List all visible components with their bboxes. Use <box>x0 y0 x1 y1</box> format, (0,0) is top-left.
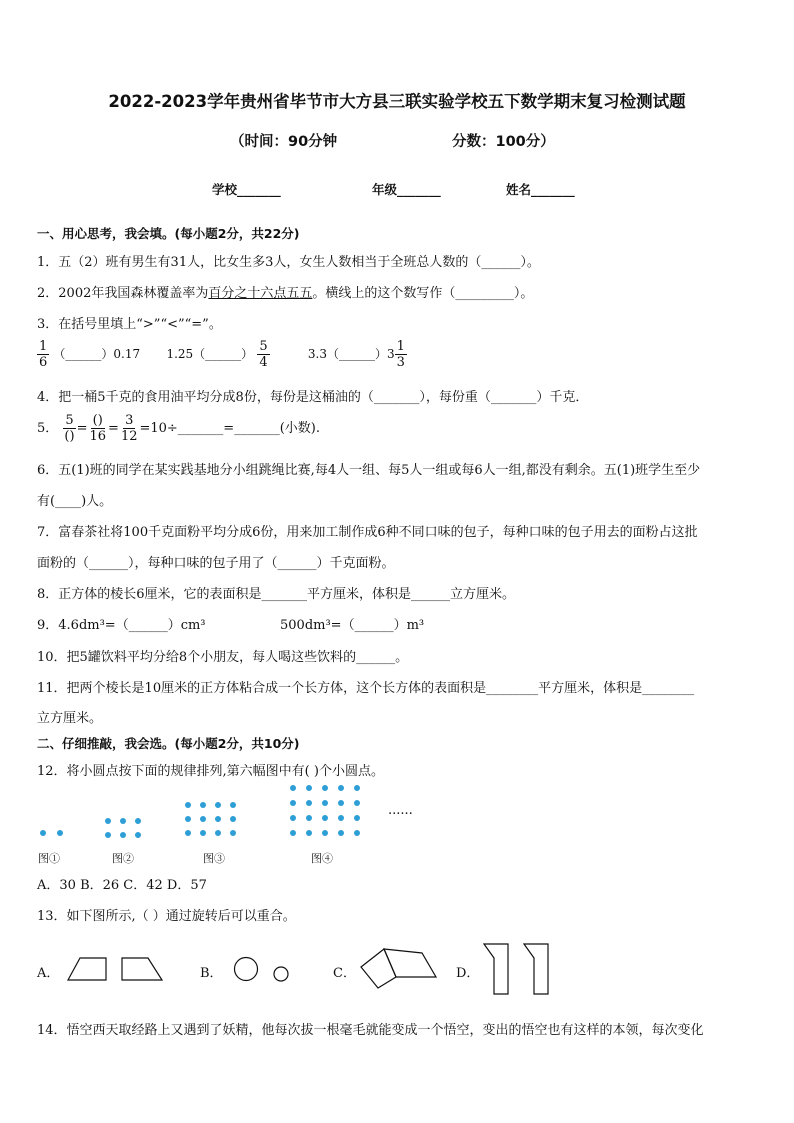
pattern-dot <box>105 832 111 838</box>
fraction-numerator: 5 <box>259 339 268 354</box>
pattern-dot <box>338 830 344 836</box>
exam-score: 分数：100分） <box>452 134 555 150</box>
fraction-3-12 <box>119 413 140 444</box>
pattern-dot <box>135 832 141 838</box>
option-b-label: B． <box>200 966 223 981</box>
pattern-dot <box>200 816 206 822</box>
l-shape-right <box>524 944 548 994</box>
question-9-a: 9．4.6dm³=（______）cm³ <box>37 618 206 633</box>
fraction-denominator: 4 <box>259 355 268 370</box>
q3-c-compare: 3.3（______）3 <box>307 347 395 361</box>
pattern-dot <box>200 802 206 808</box>
option-d-label: D． <box>456 966 480 981</box>
option-b-shapes <box>232 956 296 986</box>
figure-1-caption: 图① <box>38 852 60 865</box>
fraction-1-3 <box>395 339 407 370</box>
pattern-dot <box>290 815 296 821</box>
question-8: 8．正方体的棱长6厘米，它的表面积是_______平方厘米，体积是______立方厘米。 <box>37 587 516 602</box>
question-14: 14．悟空西天取经路上又遇到了妖精，他每次拔一根毫毛就能变成一个悟空，变出的悟空也有这样的本领，每次变化 <box>37 1023 704 1038</box>
pattern-dot <box>338 800 344 806</box>
pattern-dot <box>120 832 126 838</box>
q3-b-compare: 1.25（______） <box>166 347 254 361</box>
pattern-dot <box>105 818 111 824</box>
fraction-numerator: 1 <box>39 339 48 354</box>
question-11-line-2: 立方厘米。 <box>37 711 103 726</box>
quad-right-shape <box>384 949 436 977</box>
pattern-dot <box>290 800 296 806</box>
option-c-shapes <box>358 943 448 993</box>
question-2-post: 。横线上的这个数写作（_________）。 <box>312 286 534 301</box>
grade-field: 年级_______ <box>372 182 441 197</box>
question-12-options: A．30 B．26 C．42 D．57 <box>37 878 207 893</box>
pattern-dot <box>322 800 328 806</box>
pattern-dot <box>215 816 221 822</box>
equals-sign: = <box>76 421 88 436</box>
option-c-label: C． <box>333 966 356 981</box>
fraction-denominator: () <box>64 429 75 444</box>
q3-a-compare: （______）0.17 <box>53 347 141 361</box>
option-a-label: A． <box>37 966 60 981</box>
question-11-line-1: 11．把两个棱长是10厘米的正方体粘合成一个长方体，这个长方体的表面积是________平方厘米，体积是________ <box>37 681 695 696</box>
fraction-5-blank <box>62 413 76 444</box>
pattern-dot <box>290 830 296 836</box>
pattern-dot <box>354 800 360 806</box>
question-2-underlined: 百分之十六点五五 <box>208 286 313 301</box>
question-7-line-1: 7．富春茶社将100千克面粉平均分成6份，用来加工制作成6种不同口味的包子，每种口味的包子用去的面粉占这批 <box>37 525 698 540</box>
quad-left-shape <box>361 949 396 988</box>
question-4: 4．把一桶5千克的食用油平均分成8份，每份是这桶油的（_______），每份重（_______）千克． <box>37 390 589 405</box>
pattern-dot <box>215 802 221 808</box>
question-12: 12．将小圆点按下面的规律排列,第六幅图中有( )个小圆点。 <box>37 764 384 779</box>
fraction-denominator: 6 <box>39 355 48 370</box>
pattern-dot <box>322 830 328 836</box>
pattern-dot <box>230 802 236 808</box>
pattern-dot <box>215 830 221 836</box>
question-6-line-2: 有(____)人。 <box>37 494 113 509</box>
pattern-dot <box>57 830 63 836</box>
fraction-denominator: 3 <box>396 355 405 370</box>
pattern-dot <box>120 818 126 824</box>
question-3: 3．在括号里填上“>”“<”“=”。 <box>37 317 222 332</box>
section-1-title: 一、用心思考，我会填。(每小题2分，共22分) <box>37 226 300 241</box>
trapezoid-left-shape <box>68 958 106 980</box>
question-6-line-1: 6．五(1)班的同学在某实践基地分小组跳绳比赛,每4人一组、每5人一组或每6人一组,都没有剩余。五(1)班学生至少 <box>37 463 701 478</box>
question-13: 13．如下图所示,（ ）通过旋转后可以重合。 <box>37 909 296 924</box>
pattern-dot <box>306 830 312 836</box>
pattern-dot <box>354 815 360 821</box>
fraction-numerator: 3 <box>125 413 134 428</box>
option-d-shapes <box>482 942 554 998</box>
pattern-dot <box>354 830 360 836</box>
figure-3-caption: 图③ <box>203 852 225 865</box>
figure-4-caption: 图④ <box>311 852 333 865</box>
pattern-dot <box>230 816 236 822</box>
question-3-items <box>37 339 407 370</box>
fraction-denominator: 16 <box>89 429 107 444</box>
fraction-1-6 <box>37 339 49 370</box>
fraction-numerator: 1 <box>396 339 405 354</box>
fraction-numerator: 5 <box>65 413 74 428</box>
page-title: 2022-2023学年贵州省毕节市大方县三联实验学校五下数学期末复习检测试题 <box>108 92 686 111</box>
pattern-dot <box>338 785 344 791</box>
pattern-dot <box>354 785 360 791</box>
pattern-dot <box>40 830 46 836</box>
pattern-dot <box>306 815 312 821</box>
question-5-rest: =10÷_______=_______(小数). <box>139 421 320 436</box>
pattern-dot <box>306 785 312 791</box>
pattern-dot <box>322 815 328 821</box>
school-field: 学校_______ <box>212 182 281 197</box>
question-7-line-2: 面粉的（______），每种口味的包子用了（______）千克面粉。 <box>37 556 395 571</box>
pattern-dot <box>185 802 191 808</box>
fraction-blank-16 <box>87 413 108 444</box>
pattern-dot <box>230 830 236 836</box>
pattern-dot <box>306 800 312 806</box>
question-1: 1．五（2）班有男生有31人，比女生多3人，女生人数相当于全班总人数的（______）。 <box>37 255 540 270</box>
pattern-dot <box>322 785 328 791</box>
large-circle-shape <box>235 958 258 981</box>
question-2 <box>37 282 533 301</box>
name-field: 姓名_______ <box>506 182 575 197</box>
section-2-title: 二、仔细推敲，我会选。(每小题2分，共10分) <box>37 736 300 751</box>
pattern-dot <box>185 816 191 822</box>
exam-time: （时间：90分钟 <box>230 134 338 150</box>
question-5-label: 5． <box>37 421 59 436</box>
figure-2-caption: 图② <box>112 852 134 865</box>
question-5 <box>37 413 320 444</box>
question-2-pre: 2．2002年我国森林覆盖率为 <box>37 286 209 301</box>
dot-pattern-ellipsis: ...... <box>388 803 413 818</box>
pattern-dot <box>290 785 296 791</box>
pattern-dot <box>338 815 344 821</box>
l-shape-left <box>484 944 508 994</box>
option-a-shapes <box>66 956 166 982</box>
fraction-denominator: 12 <box>120 429 138 444</box>
pattern-dot <box>185 830 191 836</box>
question-9-b: 500dm³=（______）m³ <box>280 618 425 633</box>
question-10: 10．把5罐饮料平均分给8个小朋友，每人喝这些饮料的______。 <box>37 650 409 665</box>
equals-sign: = <box>108 421 119 436</box>
small-circle-shape <box>274 967 288 981</box>
pattern-dot <box>135 818 141 824</box>
fraction-numerator: () <box>92 413 103 428</box>
pattern-dot <box>200 830 206 836</box>
trapezoid-right-shape <box>122 958 162 980</box>
fraction-5-4 <box>257 339 269 370</box>
